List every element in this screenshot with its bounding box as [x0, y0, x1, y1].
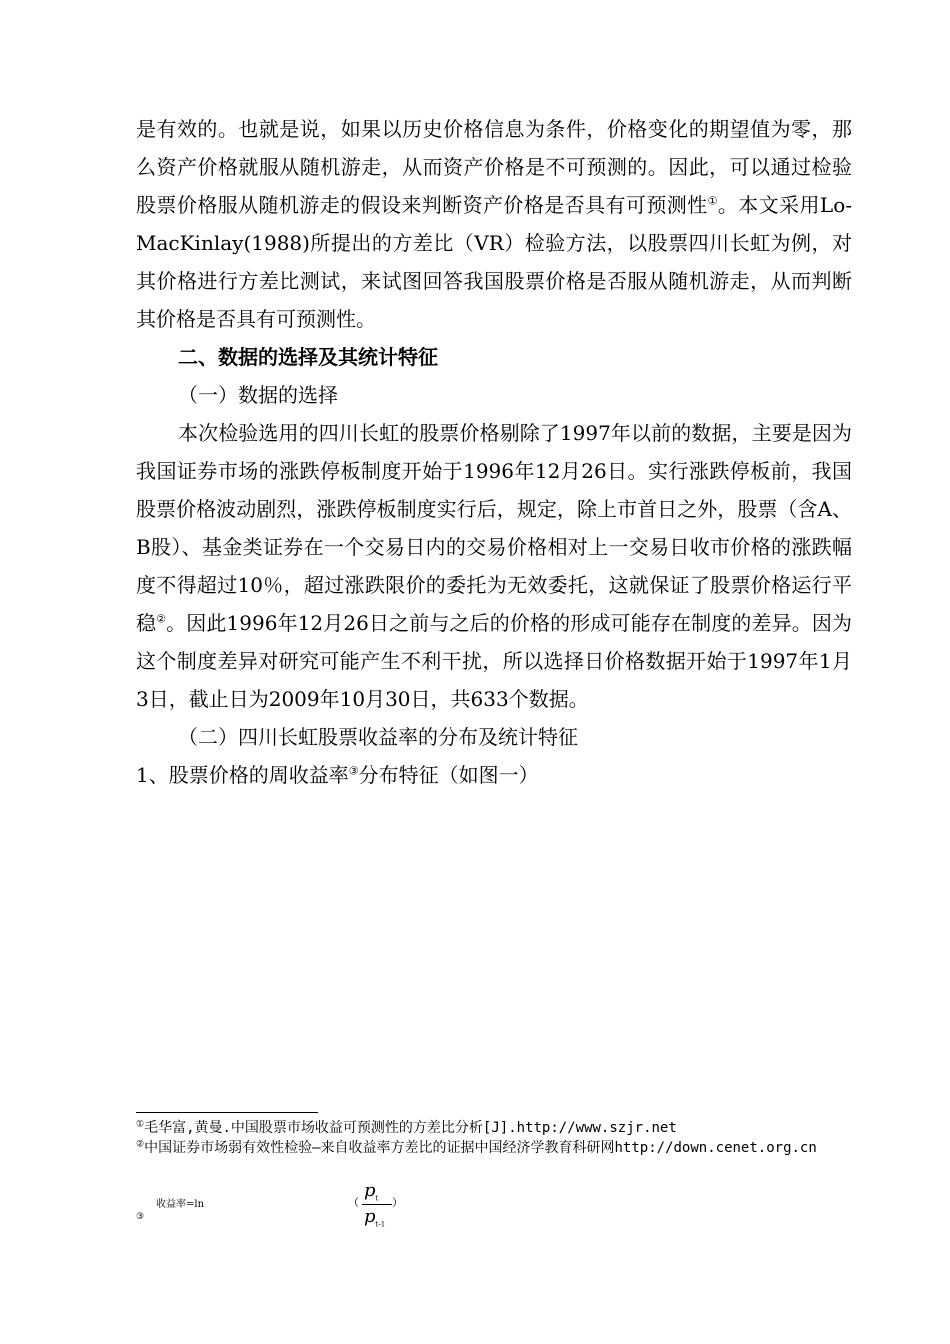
footnote-1 — [136, 1118, 852, 1138]
formula-fraction — [362, 1182, 392, 1230]
section-heading: 二、数据的选择及其统计特征 — [178, 345, 438, 369]
formula-label: 收益率=ln — [156, 1199, 205, 1210]
numerator-symbol: p — [364, 1180, 376, 1201]
footnote-ref-3[interactable]: ③ — [348, 764, 359, 778]
paragraph-text: 。本文采用Lo-MacKinlay(1988)所提出的方差比（VR）检验方法，以股票四川长虹为例，对其价格进行方差比测试，来试图回答我国股票价格是否服从随机游走，从而判断其价格是否具有可预测性。 — [136, 193, 852, 331]
footnote-2 — [136, 1138, 852, 1158]
denominator-subscript: t-1 — [375, 1220, 386, 1229]
formula-denominator — [364, 1206, 385, 1229]
paragraph-text: 本次检验选用的四川长虹的股票价格剔除了1997年以前的数据，主要是因为我国证券市场的涨跌停板制度开始于1996年12月26日。实行涨跌停板前，我国股票价格波动剧烈，涨跌停板制度实行后，规定，除上市首日之外，股票（含A、B股）、基金类证券在一个交易日内的交易价格相对上一交易日收市价格的涨跌幅度不得超过10％，超过涨跌限价的委托为无效委托，这就保证了股票价格运行平稳 — [136, 421, 852, 635]
formula-paren-open: （ — [348, 1196, 359, 1209]
subsection-heading-distribution: （二）四川长虹股票收益率的分布及统计特征 — [178, 725, 578, 749]
footnote-ref-2[interactable]: ② — [156, 612, 167, 626]
footnote-ref-1[interactable]: ① — [707, 194, 718, 208]
footnote-mark: ② — [136, 1139, 145, 1150]
list-item-text: 1、股票价格的周收益率 — [136, 763, 349, 787]
paragraph-random-walk — [136, 110, 852, 338]
footnote-text: 毛华富,黄曼.中国股票市场收益可预测性的方差比分析[J].http://www.szjr.net — [144, 1120, 677, 1136]
fraction-bar — [362, 1204, 392, 1205]
footnote-text: 中国证券市场弱有效性检验—来自收益率方差比的证据中国经济学教育科研网http://down.cenet.org.cn — [144, 1140, 817, 1156]
paragraph-data-selection — [136, 414, 852, 718]
paragraph-text: 。因此1996年12月26日之前与之后的价格的形成可能存在制度的差异。因为这个制度差异对研究可能产生不利干扰，所以选择日价格数据开始于1997年1月3日，截止日为2009年10月30日，共633个数据。 — [136, 611, 853, 711]
denominator-symbol: p — [364, 1206, 376, 1227]
footnotes — [136, 1118, 852, 1158]
paragraph-text: 是有效的。也就是说，如果以历史价格信息为条件，价格变化的期望值为零，那么资产价格就服从随机游走，从而资产价格是不可预测的。因此，可以通过检验股票价格服从随机游走的假设来判断资产价格是否具有可预测性 — [136, 117, 852, 217]
list-item-text: 分布特征（如图一） — [358, 763, 539, 787]
footnote-3-formula — [136, 1182, 436, 1232]
list-item-weekly-return — [136, 756, 852, 794]
formula-paren-close: ） — [392, 1196, 403, 1209]
footnote-divider — [136, 1112, 318, 1113]
formula-numerator — [364, 1180, 378, 1203]
footnote-mark: ① — [136, 1119, 145, 1130]
subsection-heading-data-selection: （一）数据的选择 — [178, 383, 338, 407]
footnote-mark: ③ — [136, 1212, 145, 1222]
numerator-subscript: t — [375, 1194, 379, 1203]
body-text — [136, 110, 852, 794]
